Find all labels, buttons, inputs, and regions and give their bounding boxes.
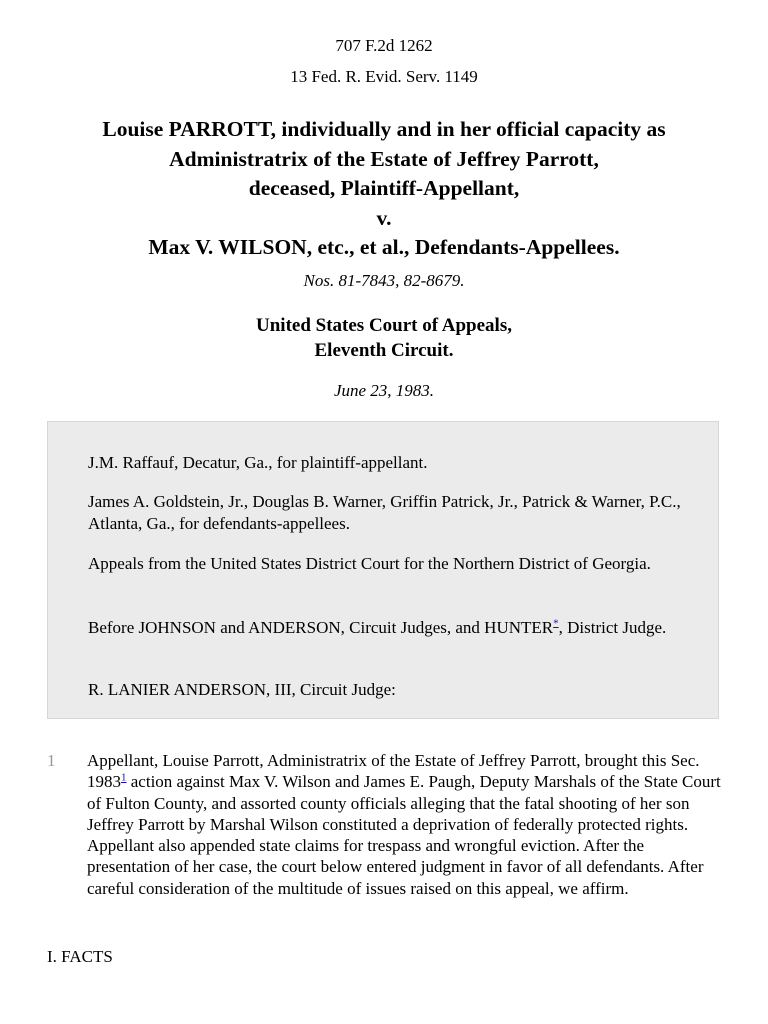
footnote-link-1[interactable]: 1 [121,771,127,784]
opinion-author: R. LANIER ANDERSON, III, Circuit Judge: [88,680,396,699]
decision-date: June 23, 1983. [333,381,435,400]
panel-judges [88,617,688,639]
caption-line: Administratrix of the Estate of Jeffrey Parrott, [169,146,599,171]
footnote-link-star[interactable]: * [553,617,559,630]
caption-line: deceased, Plaintiff-Appellant, [248,176,520,200]
counsel-box [47,421,719,719]
opinion-paragraph [87,750,727,899]
caption-line: Louise PARROTT, individually and in her official capacity as [102,117,666,141]
paragraph-text-continued: action against Max V. Wilson and James E. Paugh, Deputy Marshals of the State Court of Fulton County, and assorted county officials alleging that the fatal shooting of her son Jeffrey Parrott by Marshal Wilson constituted a deprivation of federally protected rights. Appellant also appended state claims for trespass and wrongful eviction. After the presentation of her case, the court below entered judgment in favor of all defendants. After careful consideration of the multitude of issues raised on this appeal, we affirm. [87,772,721,898]
appellee-counsel: James A. Goldstein, Jr., Douglas B. Warner, Griffin Patrick, Jr., Patrick & Warner, P.C., Atlanta, Ga., for defendants-appellees. [88,492,681,533]
reporter-citation: 707 F.2d 1262 [335,36,433,55]
appellant-counsel: J.M. Raffauf, Decatur, Ga., for plaintiff-appellant. [88,453,428,472]
court-line: Eleventh Circuit. [314,340,454,361]
court-name [0,313,768,363]
paragraph-number: 1 [47,751,56,770]
docket-numbers: Nos. 81-7843, 82-8679. [303,271,465,290]
caption-versus: v. [376,205,392,230]
appeal-origin: Appeals from the United States District Court for the Northern District of Georgia. [88,554,651,573]
caption-line: Max V. WILSON, etc., et al., Defendants-Appellees. [148,235,620,259]
paragraph-text: Appellant, Louise Parrott, Administratrix of the Estate of Jeffrey Parrott, brought this Sec. 1983 [87,751,700,792]
evidence-citation: 13 Fed. R. Evid. Serv. 1149 [290,67,478,86]
section-heading: I. FACTS [47,947,113,966]
panel-judges-suffix: , District Judge. [558,618,667,637]
case-caption [0,115,768,263]
panel-judges-text: Before JOHNSON and ANDERSON, Circuit Judges, and HUNTER [88,618,554,637]
court-line: United States Court of Appeals, [256,315,512,336]
